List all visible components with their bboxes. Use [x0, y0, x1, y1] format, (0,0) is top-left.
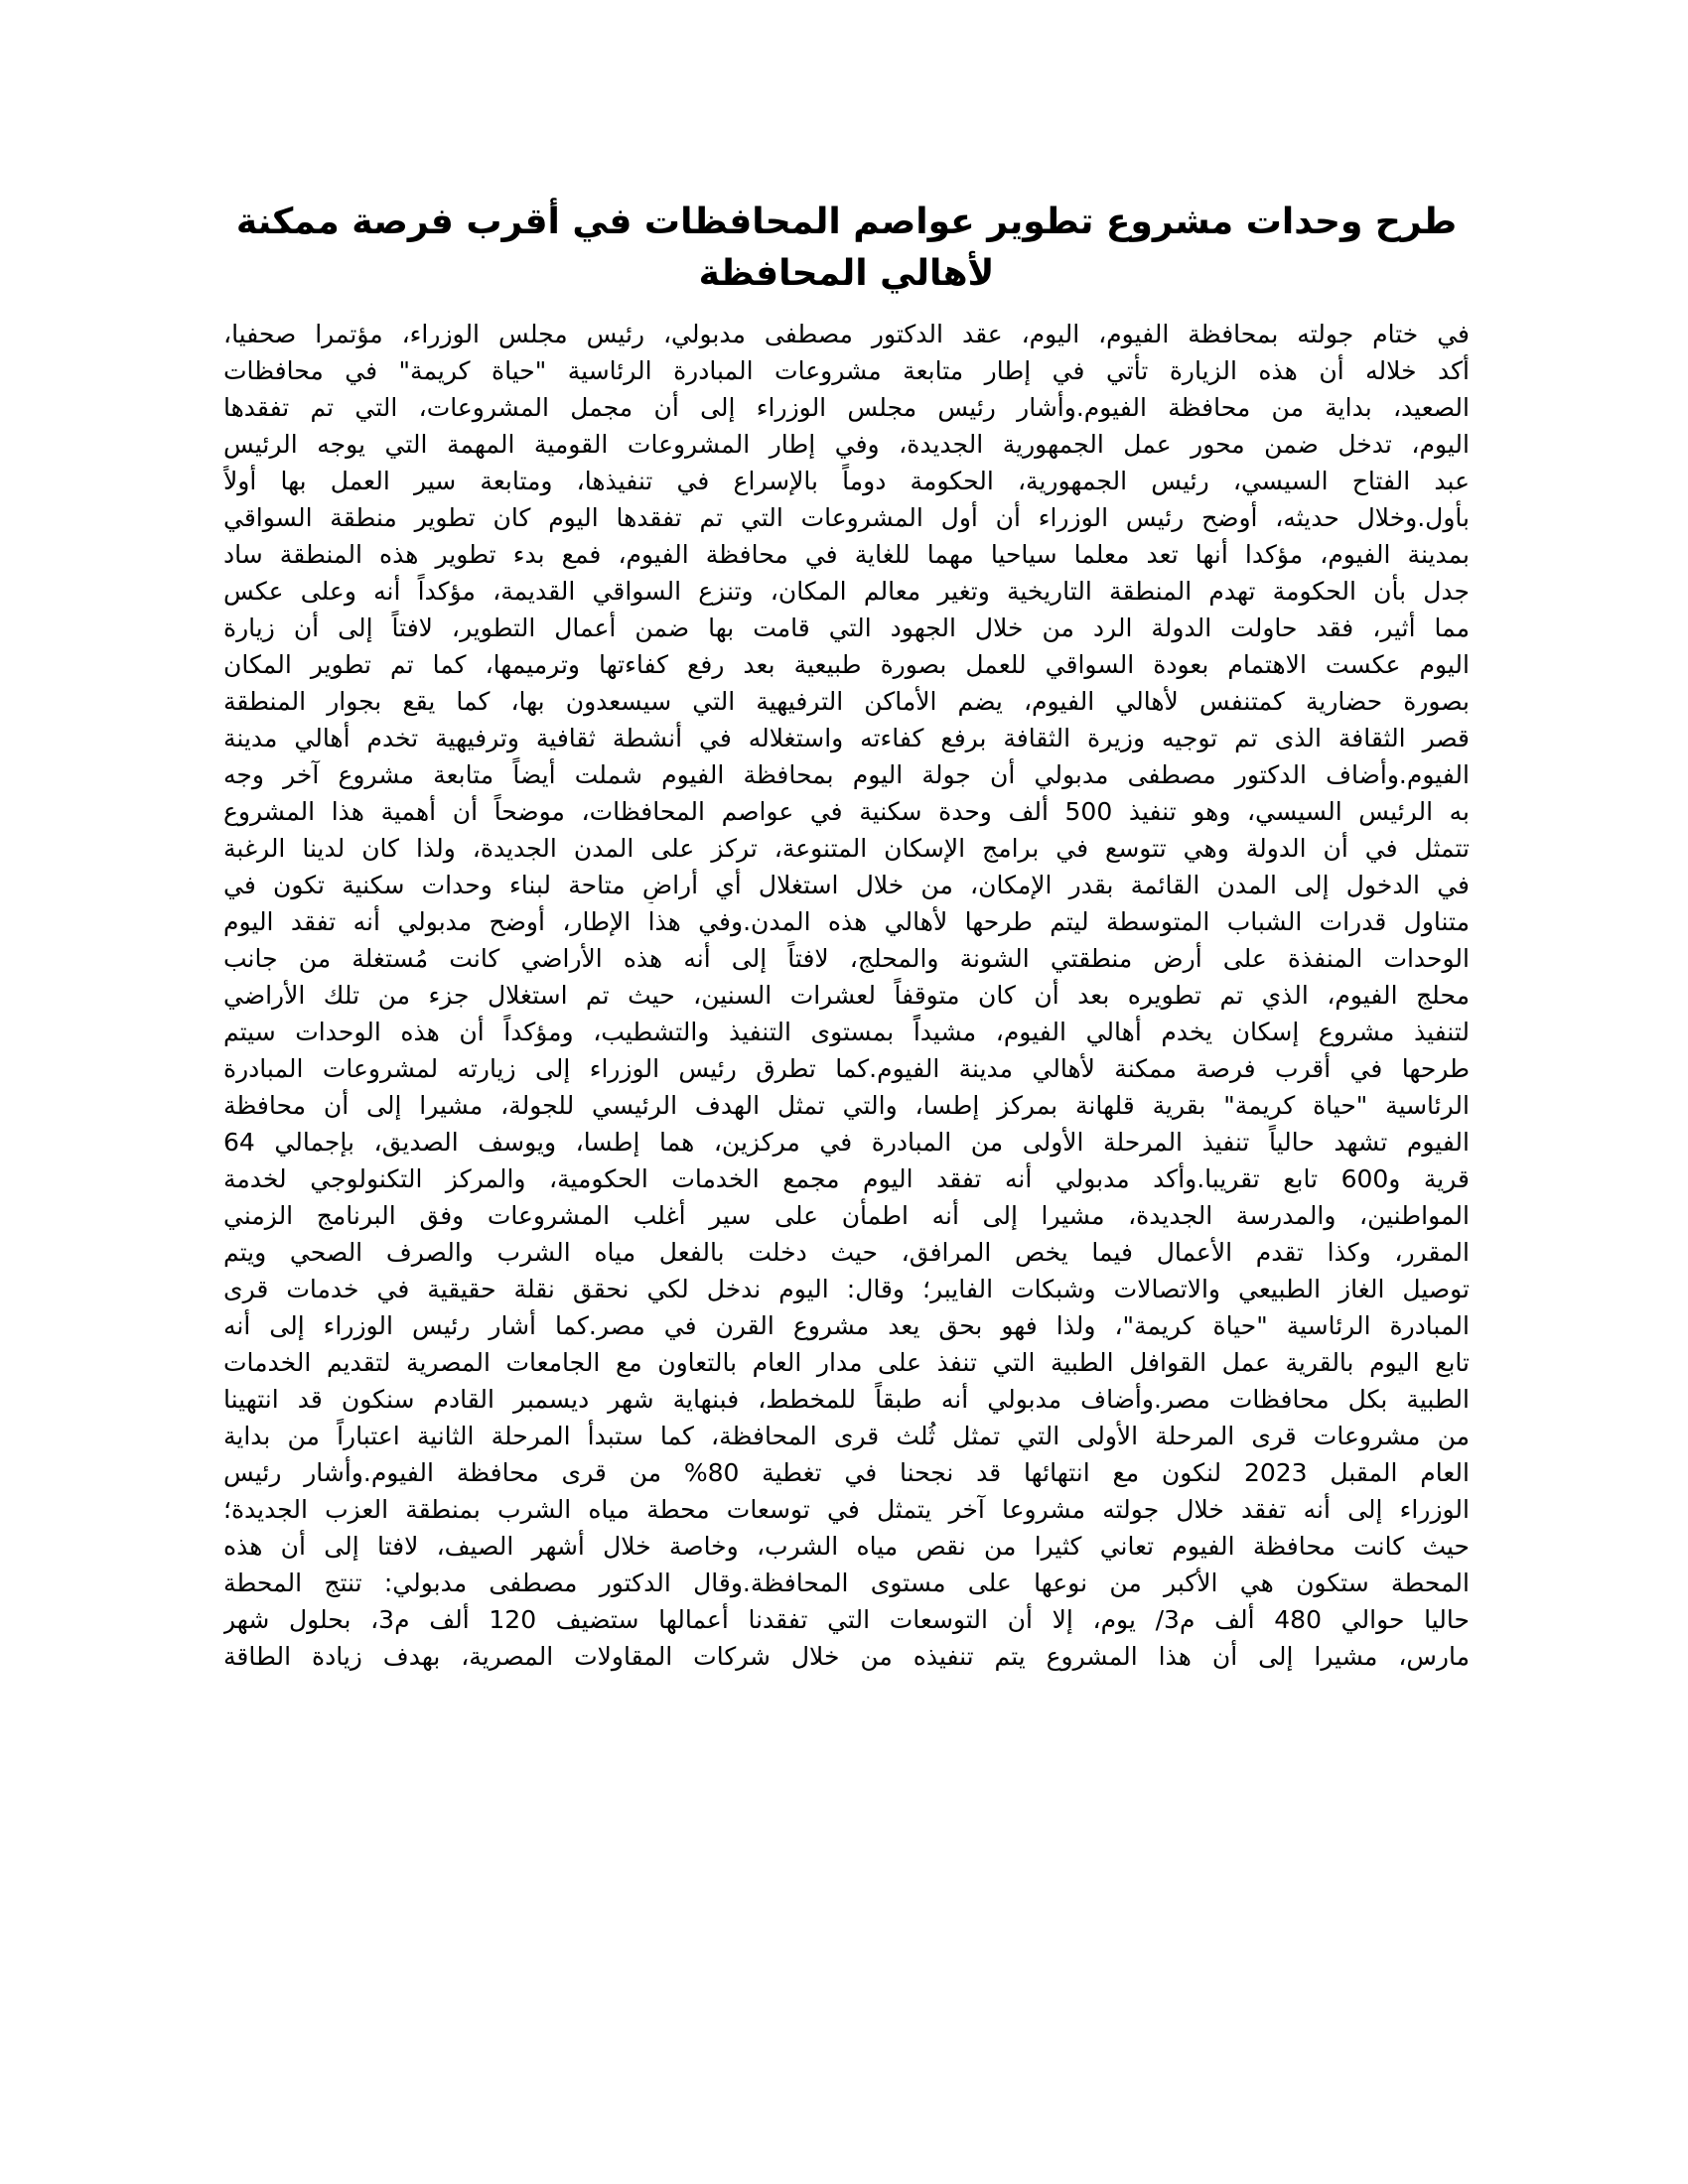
body-line-2: أكد خلاله أن هذه الزيارة تأتي في إطار متابعة مشروعات المبادرة الرئاسية "حياة كريمة" في محافظات — [223, 356, 1470, 385]
body-line-29: تابع اليوم بالقرية عمل القوافل الطبية التي تنفذ على مدار العام بالتعاون مع الجامعات المصرية لتقديم الخدمات — [223, 1348, 1470, 1377]
body-line-36: حاليا حوالي 480 ألف م3/ يوم، إلا أن التوسعات التي تفقدنا أعمالها ستضيف 120 ألف م3، بحلول شهر — [223, 1605, 1470, 1634]
body-line-17: متناول قدرات الشباب المتوسطة ليتم طرحها لأهالي هذه المدن.وفي هذا الإطار، أوضح مدبولي أنه تفقد اليوم — [223, 907, 1470, 936]
body-line-26: المقرر، وكذا تقدم الأعمال فيما يخص المرافق، حيث دخلت بالفعل مياه الشرب والصرف الصحي ويتم — [223, 1238, 1470, 1267]
body-line-35: المحطة ستكون هي الأكبر من نوعها على مستوى المحافظة.وقال الدكتور مصطفى مدبولي: تنتج المحطة — [223, 1569, 1470, 1597]
body-line-25: المواطنين، والمدرسة الجديدة، مشيرا إلى أنه اطمأن على سير أغلب المشروعات وفق البرنامج الزمني — [223, 1201, 1470, 1230]
body-line-32: العام المقبل 2023 لنكون مع انتهائها قد نجحنا في تغطية 80% من قرى محافظة الفيوم.وأشار رئيس — [223, 1458, 1470, 1487]
body-line-34: حيث كانت محافظة الفيوم تعاني كثيرا من نقص مياه الشرب، وخاصة خلال أشهر الصيف، لافتا إلى أن هذه — [223, 1532, 1470, 1561]
body-line-6: بأول.وخلال حديثه، أوضح رئيس الوزراء أن أول المشروعات التي تم تفقدها اليوم كان تطوير منطقة السواقي — [223, 503, 1470, 532]
body-line-19: محلج الفيوم، الذي تم تطويره بعد أن كان متوقفاً لعشرات السنين، حيث تم استغلال جزء من تلك الأراضي — [223, 981, 1470, 1010]
body-line-27: توصيل الغاز الطبيعي والاتصالات وشبكات الفايبر؛ وقال: اليوم ندخل لكي نحقق نقلة حقيقية في خدمات قرى — [223, 1275, 1470, 1303]
body-line-13: الفيوم.وأضاف الدكتور مصطفى مدبولي أن جولة اليوم بمحافظة الفيوم شملت أيضاً متابعة مشروع آخر وجه — [223, 760, 1470, 789]
body-line-5: عبد الفتاح السيسي، رئيس الجمهورية، الحكومة دوماً بالإسراع في تنفيذها، ومتابعة سير العمل بها أولاً — [223, 467, 1470, 495]
body-line-20: لتنفيذ مشروع إسكان يخدم أهالي الفيوم، مشيداًً بمستوى التنفيذ والتشطيب، ومؤكداً أن هذه الوحدات سيتم — [223, 1018, 1470, 1046]
body-line-23: الفيوم تشهد حالياً تنفيذ المرحلة الأولى من المبادرة في مركزين، هما إطسا، ويوسف الصديق، بإجمالي 64 — [223, 1128, 1470, 1157]
body-line-24: قرية و600 تابع تقريبا.وأكد مدبولي أنه تفقد اليوم مجمع الخدمات الحكومية، والمركز التكنولوجي لخدمة — [223, 1164, 1470, 1193]
body-line-16: في الدخول إلى المدن القائمة بقدر الإمكان، من خلال استغلال أي أراضٍ متاحة لبناء وحدات سكنية تكون في — [223, 871, 1470, 899]
body-line-10: اليوم عكست الاهتمام بعودة السواقي للعمل بصورة طبيعية بعد رفع كفاءتها وترميمها، كما تم تطوير المكان — [223, 650, 1470, 679]
body-line-3: الصعيد، بداية من محافظة الفيوم.وأشار رئيس مجلس الوزراء إلى أن مجمل المشروعات، التي تم تفقدها — [223, 393, 1470, 422]
body-line-30: الطبية بكل محافظات مصر.وأضاف مدبولي أنه طبقاً للمخطط، فبنهاية شهر ديسمبر القادم سنكون قد انتهينا — [223, 1385, 1470, 1414]
body-line-11: بصورة حضارية كمتنفس لأهالي الفيوم، يضم الأماكن الترفيهية التي سيسعدون بها، كما يقع بجوار المنطقة — [223, 687, 1470, 716]
body-line-31: من مشروعات قرى المرحلة الأولى التي تمثل ثُلث قرى المحافظة، كما ستبدأ المرحلة الثانية اعتباراً من بداية — [223, 1422, 1470, 1450]
body-line-33: الوزراء إلى أنه تفقد خلال جولته مشروعا آخر يتمثل في توسعات محطة مياه الشرب بمنطقة العزب الجديدة؛ — [223, 1495, 1470, 1524]
body-line-8: جدل بأن الحكومة تهدم المنطقة التاريخية وتغير معالم المكان، وتنزع السواقي القديمة، مؤكداً أنه وعلى عكس — [223, 577, 1470, 606]
body-line-21: طرحها في أقرب فرصة ممكنة لأهالي مدينة الفيوم.كما تطرق رئيس الوزراء إلى زيارته لمشروعات المبادرة — [223, 1054, 1470, 1083]
body-line-9: مما أثير، فقد حاولت الدولة الرد من خلال الجهود التي قامت بها ضمن أعمال التطوير، لافتاً إلى أن زيارة — [223, 614, 1470, 642]
body-line-18: الوحدات المنفذة على أرض منطقتي الشونة والمحلج، لافتاً إلى أنه هذه الأراضي كانت مُستغلة من جانب — [223, 944, 1470, 973]
body-line-12: قصر الثقافة الذى تم توجيه وزيرة الثقافة برفع كفاءته واستغلاله في أنشطة ثقافية وترفيهية تخدم أهالي مدينة — [223, 724, 1470, 752]
body-line-15: تتمثل في أن الدولة وهي تتوسع في برامج الإسكان المتنوعة، تركز على المدن الجديدة، ولذا كان لدينا الرغبة — [223, 834, 1470, 863]
body-line-1: في ختام جولته بمحافظة الفيوم، اليوم، عقد الدكتور مصطفى مدبولي، رئيس مجلس الوزراء، مؤتمرا صحفيا، — [223, 320, 1470, 348]
body-line-28: المبادرة الرئاسية "حياة كريمة"، ولذا فهو بحق يعد مشروع القرن في مصر.كما أشار رئيس الوزراء إلى أنه — [223, 1311, 1470, 1340]
body-line-22: الرئاسية "حياة كريمة" بقرية قلهانة بمركز إطسا، والتي تمثل الهدف الرئيسي للجولة، مشيرا إلى أن محافظة — [223, 1091, 1470, 1120]
body-line-7: بمدينة الفيوم، مؤكدا أنها تعد معلما سياحيا مهما للغاية في محافظة الفيوم، فمع بدء تطوير هذه المنطقة ساد — [223, 540, 1470, 569]
body-line-4: اليوم، تدخل ضمن محور عمل الجمهورية الجديدة، وفي إطار المشروعات القومية المهمة التي يوجه الرئيس — [223, 430, 1470, 459]
body-line-37: مارس، مشيرا إلى أن هذا المشروع يتم تنفيذه من خلال شركات المقاولات المصرية، بهدف زيادة الطاقة — [223, 1642, 1470, 1671]
article-title: طرح وحدات مشروع تطوير عواصم المحافظات في أقرب فرصة ممكنة لأهالي المحافظة — [235, 202, 1458, 294]
article-body — [223, 316, 1470, 1675]
body-line-14: به الرئيس السيسي، وهو تنفيذ 500 ألف وحدة سكنية في عواصم المحافظات، موضحاً أن أهمية هذا المشروع — [223, 797, 1470, 826]
